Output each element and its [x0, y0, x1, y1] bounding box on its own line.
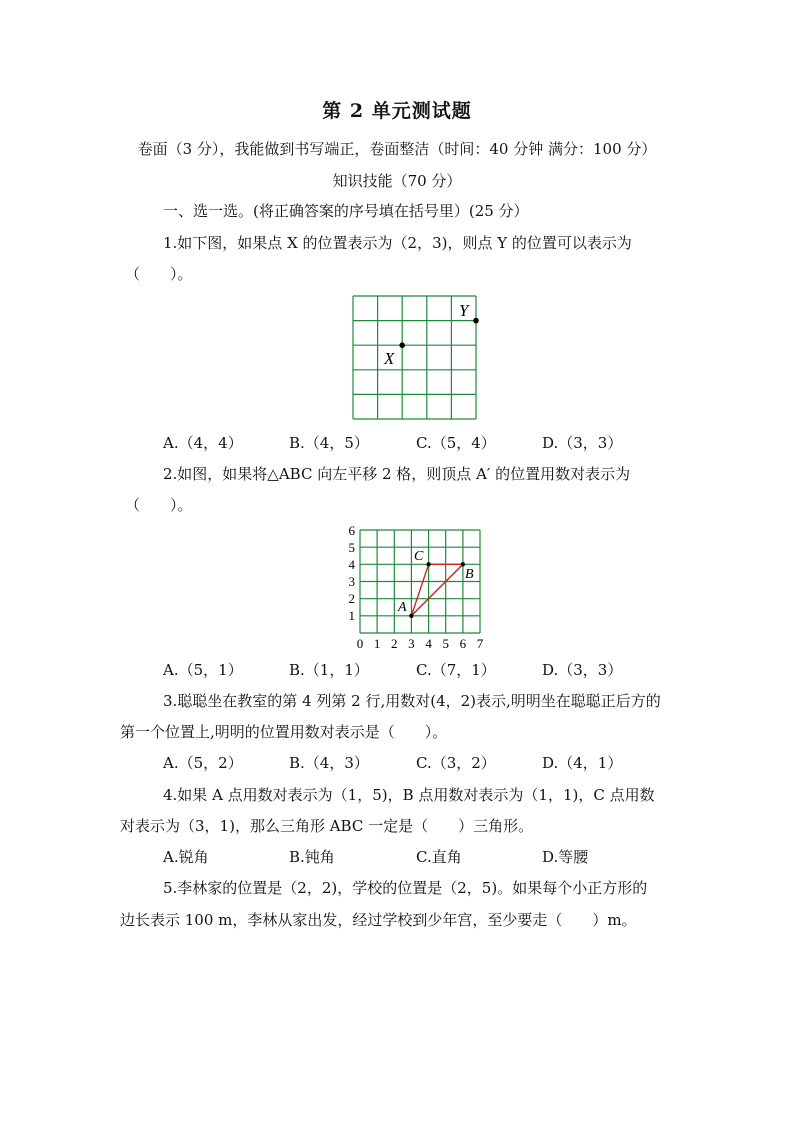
- question-1-option-a: A.（4，4）: [163, 434, 243, 452]
- exam-subtitle: 卷面（3 分），我能做到书写端正，卷面整洁（时间：40 分钟 满分：100 分）: [137, 140, 657, 158]
- x-tick-5: 5: [442, 636, 449, 651]
- vertex-b-label: B: [465, 567, 474, 582]
- x-axis-ticks: [357, 636, 484, 651]
- y-axis-ticks: [349, 523, 356, 623]
- x-tick-6: 6: [459, 636, 467, 651]
- point-y-label: Y: [459, 301, 469, 320]
- triangle-abc: [411, 564, 463, 616]
- question-4-stem: 4.如果 A 点用数对表示为（1，5)，B 点用数对表示为（1，1)，C 点用数: [163, 786, 655, 804]
- vertex-c-dot: [426, 562, 430, 566]
- point-x-dot: [399, 342, 405, 348]
- point-x-label: X: [384, 349, 395, 368]
- vertex-a-dot: [409, 614, 413, 618]
- y-tick-5: 5: [348, 540, 355, 555]
- question-3-stem-cont: 第一个位置上,明明的位置用数对表示是（ ）。: [120, 723, 448, 741]
- question-2-option-c: C.（7，1）: [416, 661, 496, 679]
- question-4-option-d: D.等腰: [542, 848, 589, 866]
- y-tick-3: 3: [348, 574, 355, 589]
- question-1-option-b: B.（4，5）: [289, 434, 369, 452]
- question-1-grid-figure: [350, 293, 484, 423]
- vertex-a-label: A: [398, 600, 407, 615]
- y-tick-6: 6: [348, 523, 355, 538]
- question-1-blank: （ ）。: [125, 265, 193, 283]
- y-tick-1: 1: [348, 608, 355, 623]
- x-tick-4: 4: [425, 636, 432, 651]
- question-2-option-d: D.（3，3）: [542, 661, 623, 679]
- page-title: 第 2 单元测试题: [322, 100, 472, 122]
- question-4-option-a: A.锐角: [163, 848, 209, 866]
- q2-grid-lines: [360, 530, 480, 633]
- question-3-stem: 3.聪聪坐在教室的第 4 列第 2 行,用数对(4，2)表示,明明坐在聪聪正后方的: [163, 692, 661, 710]
- vertex-c-label: C: [414, 549, 424, 564]
- question-1-stem: 1.如下图，如果点 X 的位置表示为（2，3)，则点 Y 的位置可以表示为: [163, 234, 632, 252]
- question-4-stem-cont: 对表示为（3，1)，那么三角形 ABC 一定是（ ）三角形。: [120, 817, 534, 835]
- part-one-heading: 一、选一选。(将正确答案的序号填在括号里）(25 分）: [163, 202, 529, 220]
- question-2-option-a: A.（5，1）: [163, 661, 243, 679]
- question-3-option-c: C.（3，2）: [416, 754, 496, 772]
- question-4-option-c: C.直角: [416, 848, 462, 866]
- question-2-blank: （ ）。: [125, 496, 193, 514]
- question-2-stem: 2.如图，如果将△ABC 向左平移 2 格，则顶点 A′ 的位置用数对表示为: [163, 465, 631, 483]
- question-3-option-b: B.（4，3）: [289, 754, 369, 772]
- x-tick-2: 2: [391, 636, 398, 651]
- question-5-stem: 5.李林家的位置是（2，2)，学校的位置是（2，5)。如果每个小正方形的: [163, 879, 648, 897]
- section-heading: 知识技能（70 分）: [332, 172, 462, 190]
- point-y-dot: [473, 318, 479, 324]
- question-3-option-a: A.（5，2）: [163, 754, 243, 772]
- vertex-b-dot: [461, 562, 465, 566]
- question-3-option-d: D.（4，1）: [542, 754, 623, 772]
- y-tick-4: 4: [348, 557, 355, 572]
- q1-grid-lines: [353, 296, 476, 419]
- question-1-option-d: D.（3，3）: [542, 434, 623, 452]
- x-tick-3: 3: [408, 636, 415, 651]
- question-5-stem-cont: 边长表示 100 m，李林从家出发，经过学校到少年宫，至少要走（ ）m。: [120, 911, 637, 929]
- question-1-option-c: C.（5，4）: [416, 434, 496, 452]
- x-tick-0: 0: [356, 636, 364, 651]
- y-tick-2: 2: [348, 591, 355, 606]
- x-tick-1: 1: [373, 636, 381, 651]
- x-tick-7: 7: [476, 636, 484, 651]
- question-4-option-b: B.钝角: [289, 848, 335, 866]
- question-2-option-b: B.（1，1）: [289, 661, 369, 679]
- question-2-coordinate-figure: [340, 522, 490, 652]
